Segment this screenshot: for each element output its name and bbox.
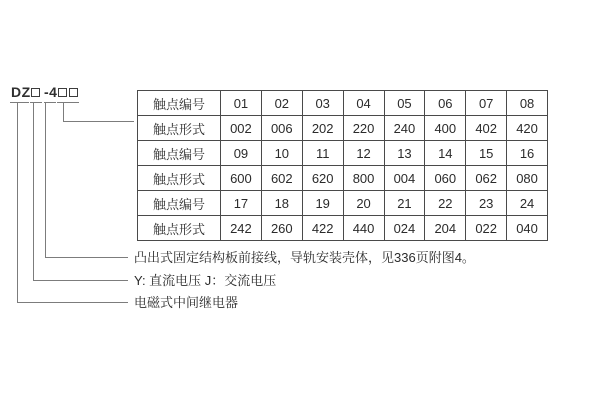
note-voltage-type: Y: 直流电压 J：交流电压 <box>134 273 277 288</box>
value-cell: 12 <box>343 141 384 166</box>
value-cell: 17 <box>221 191 262 216</box>
value-cell: 204 <box>425 216 466 241</box>
row-label-cell: 触点编号 <box>138 91 221 116</box>
value-cell: 11 <box>302 141 343 166</box>
value-cell: 21 <box>384 191 425 216</box>
table-row <box>138 166 548 191</box>
table-row <box>138 216 548 241</box>
value-cell: 202 <box>302 116 343 141</box>
value-cell: 04 <box>343 91 384 116</box>
value-cell: 02 <box>261 91 302 116</box>
placeholder-square-icon <box>31 88 40 97</box>
row-label-cell: 触点编号 <box>138 191 221 216</box>
value-cell: 022 <box>466 216 507 241</box>
value-cell: 16 <box>507 141 548 166</box>
row-label-cell: 触点形式 <box>138 216 221 241</box>
model-prefix: DZ <box>11 84 31 100</box>
note-relay-type: 电磁式中间继电器 <box>134 295 239 310</box>
value-cell: 15 <box>466 141 507 166</box>
value-cell: 620 <box>302 166 343 191</box>
row-label-cell: 触点形式 <box>138 166 221 191</box>
value-cell: 18 <box>261 191 302 216</box>
table-row <box>138 116 548 141</box>
value-cell: 14 <box>425 141 466 166</box>
value-cell: 600 <box>221 166 262 191</box>
value-cell: 22 <box>425 191 466 216</box>
value-cell: 260 <box>261 216 302 241</box>
value-cell: 024 <box>384 216 425 241</box>
value-cell: 03 <box>302 91 343 116</box>
row-label-cell: 触点编号 <box>138 141 221 166</box>
value-cell: 800 <box>343 166 384 191</box>
placeholder-square-icon <box>58 88 67 97</box>
model-middle: -4 <box>44 84 58 100</box>
value-cell: 05 <box>384 91 425 116</box>
value-cell: 440 <box>343 216 384 241</box>
value-cell: 240 <box>384 116 425 141</box>
value-cell: 400 <box>425 116 466 141</box>
placeholder-square-icon <box>69 88 78 97</box>
value-cell: 09 <box>221 141 262 166</box>
value-cell: 10 <box>261 141 302 166</box>
value-cell: 220 <box>343 116 384 141</box>
value-cell: 01 <box>221 91 262 116</box>
contact-spec-table <box>137 90 548 241</box>
table-row <box>138 141 548 166</box>
value-cell: 002 <box>221 116 262 141</box>
row-label-cell: 触点形式 <box>138 116 221 141</box>
value-cell: 062 <box>466 166 507 191</box>
value-cell: 080 <box>507 166 548 191</box>
value-cell: 24 <box>507 191 548 216</box>
leader-line-contact-table <box>63 103 134 122</box>
note-structure-mounting: 凸出式固定结构板前接线，导轨安装壳体，见336页附图4。 <box>134 250 475 265</box>
value-cell: 040 <box>507 216 548 241</box>
value-cell: 20 <box>343 191 384 216</box>
table-row <box>138 191 548 216</box>
value-cell: 602 <box>261 166 302 191</box>
value-cell: 402 <box>466 116 507 141</box>
leader-line-structure-note <box>45 103 128 258</box>
value-cell: 13 <box>384 141 425 166</box>
value-cell: 422 <box>302 216 343 241</box>
table-row <box>138 91 548 116</box>
value-cell: 004 <box>384 166 425 191</box>
value-cell: 23 <box>466 191 507 216</box>
value-cell: 060 <box>425 166 466 191</box>
value-cell: 07 <box>466 91 507 116</box>
value-cell: 08 <box>507 91 548 116</box>
contact-spec-table-body <box>138 91 548 241</box>
value-cell: 06 <box>425 91 466 116</box>
value-cell: 19 <box>302 191 343 216</box>
value-cell: 006 <box>261 116 302 141</box>
value-cell: 242 <box>221 216 262 241</box>
value-cell: 420 <box>507 116 548 141</box>
